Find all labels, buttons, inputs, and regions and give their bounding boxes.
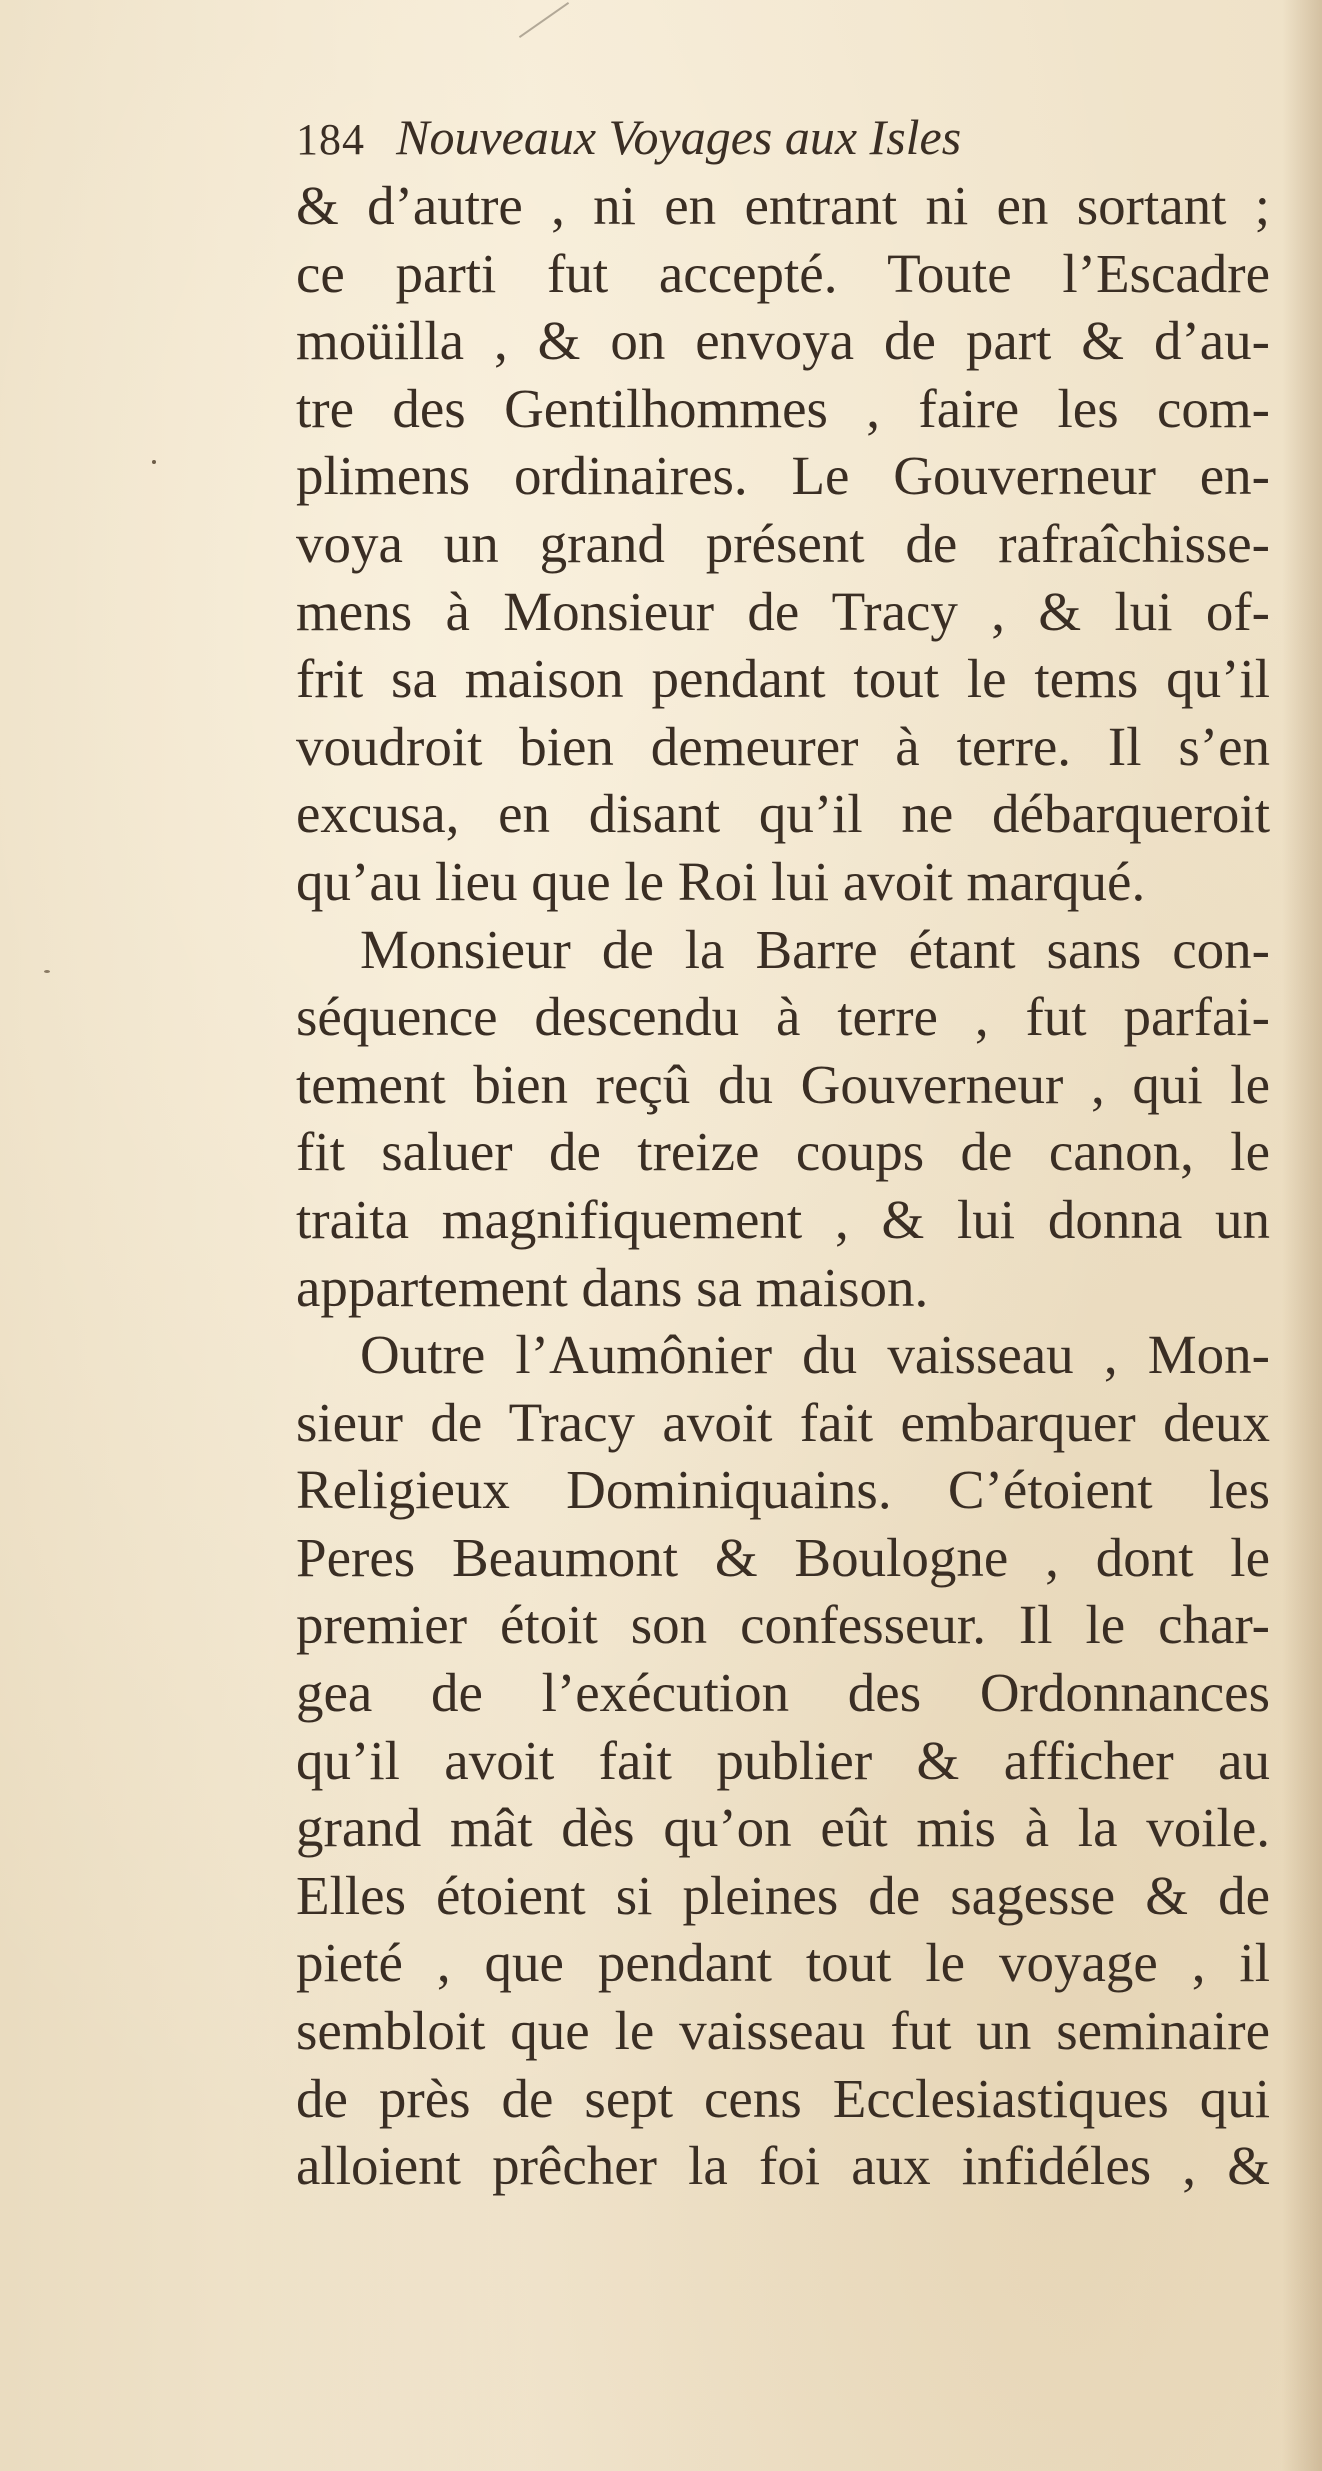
pen-stroke-mark — [498, 0, 569, 38]
text-line: premier étoit son confesseur. Il le char- — [296, 1594, 1270, 1656]
text-line: tre des Gentilhommes , faire les com- — [296, 377, 1270, 439]
text-line: plimens ordinaires. Le Gouverneur en- — [296, 445, 1270, 507]
text-line: traita magnifiquement , & lui donna un — [296, 1188, 1270, 1250]
text-line: alloient prêcher la foi aux infidéles , & — [296, 2135, 1270, 2197]
text-line: frit sa maison pendant tout le tems qu’il — [296, 648, 1270, 710]
paragraph-2 — [296, 916, 1270, 1322]
running-title: Nouveaux Voyages aux Isles — [396, 109, 962, 165]
text-line: & d’autre , ni en entrant ni en sortant ; — [296, 175, 1270, 236]
text-line: tement bien reçû du Gouverneur , qui le — [296, 1053, 1270, 1115]
text-line: mens à Monsieur de Tracy , & lui of- — [296, 580, 1270, 642]
text-line: sieur de Tracy avoit fait embarquer deux — [296, 1391, 1270, 1453]
paragraph-1 — [296, 172, 1270, 916]
text-line: moüilla , & on envoya de part & d’au- — [296, 310, 1270, 372]
text-line: de près de sept cens Ecclesiastiques qui — [296, 2067, 1270, 2129]
paper-speck — [44, 970, 50, 973]
text-line: excusa, en disant qu’il ne débarqueroit — [296, 783, 1270, 845]
paragraph-3 — [296, 1321, 1270, 2200]
text-line: gea de l’exécution des Ordonnances — [296, 1662, 1270, 1724]
text-line: grand mât dès qu’on eût mis à la voile. — [296, 1797, 1270, 1859]
text-line: qu’il avoit fait publier & afficher au — [296, 1729, 1270, 1791]
text-line: voya un grand présent de rafraîchisse- — [296, 512, 1270, 574]
text-line: Elles étoient si pleines de sagesse & de — [296, 1864, 1270, 1926]
text-line: Outre l’Aumônier du vaisseau , Mon- — [360, 1324, 1270, 1386]
text-line: fit saluer de treize coups de canon, le — [296, 1121, 1270, 1183]
text-line: Peres Beaumont & Boulogne , dont le — [296, 1526, 1270, 1588]
text-line: pieté , que pendant tout le voyage , il — [296, 1932, 1270, 1994]
page-number: 184 — [296, 115, 365, 164]
text-line: séquence descendu à terre , fut parfai- — [296, 986, 1270, 1048]
text-line: voudroit bien demeurer à terre. Il s’en — [296, 715, 1270, 777]
text-line: ce parti fut accepté. Toute l’Escadre — [296, 242, 1270, 304]
text-line: qu’au lieu que le Roi lui avoit marqué. — [296, 850, 1146, 912]
body-text — [296, 172, 1270, 2200]
text-line: Religieux Dominiquains. C’étoient les — [296, 1459, 1270, 1521]
text-line: appartement dans sa maison. — [296, 1256, 929, 1318]
text-line: sembloit que le vaisseau fut un seminaire — [296, 2000, 1270, 2062]
page-edge-shadow — [1282, 0, 1322, 2471]
ink-speck — [152, 460, 156, 464]
text-line: Monsieur de la Barre étant sans con- — [360, 918, 1270, 980]
